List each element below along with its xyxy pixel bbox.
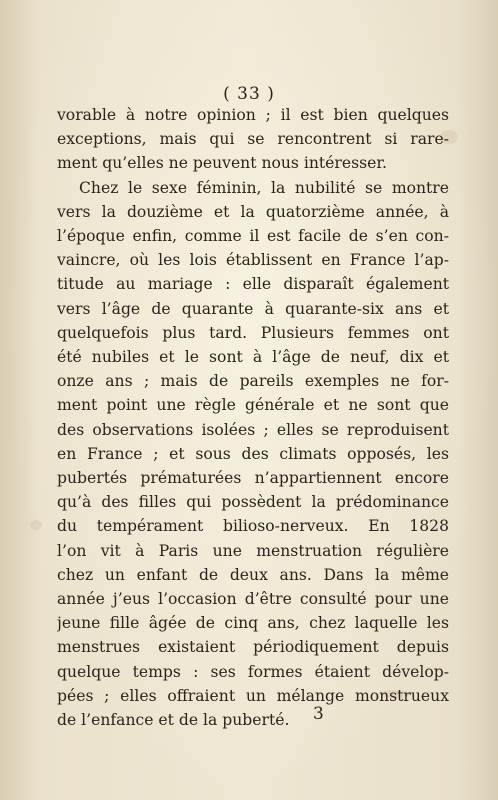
- text-line: chez un enfant de deux ans. Dans la même: [57, 565, 449, 584]
- text-line: pées ; elles offraient un mélange monstrueux: [57, 686, 449, 705]
- text-line: exceptions, mais qui se rencontrent si rare-: [57, 130, 449, 149]
- paper-stain: [30, 520, 42, 530]
- text-line: vers l’âge de quarante à quarante-six ans et: [57, 299, 449, 318]
- text-line: quelquefois plus tard. Plusieurs femmes ont: [57, 323, 449, 342]
- text-line: du tempérament bilioso-nerveux. En 1828: [57, 517, 449, 536]
- text-line: vorable à notre opinion ; il est bien quelques: [57, 106, 449, 124]
- text-line: onze ans ; mais de pareils exemples ne for-: [57, 372, 449, 391]
- text-line: l’époque enfin, comme il est facile de s’en con-: [57, 227, 449, 246]
- text-line: de l’enfance et de la puberté.: [57, 711, 290, 730]
- page-header: ( 33 ): [223, 84, 275, 104]
- text-line: l’on vit à Paris une menstruation régulière: [57, 541, 449, 560]
- text-line: en France ; et sous des climats opposés, les: [57, 444, 449, 463]
- body-text: [57, 103, 449, 732]
- text-line: qu’à des filles qui possèdent la prédominance: [57, 493, 449, 512]
- text-line: menstrues existaient périodiquement depuis: [57, 638, 449, 657]
- text-line: jeune fille âgée de cinq ans, chez laquelle les: [57, 614, 449, 633]
- text-line: pubertés prématurées n’appartiennent encore: [57, 469, 449, 488]
- text-line: ment qu’elles ne peuvent nous intéresser.: [57, 154, 388, 173]
- text-line: titude au mariage : elle disparaît également: [57, 275, 449, 294]
- text-line: des observations isolées ; elles se reproduisent: [57, 420, 449, 439]
- text-line: ment point une règle générale et ne sont que: [57, 396, 449, 415]
- text-line: année j’eus l’occasion d’être consulté pour une: [57, 590, 449, 609]
- text-line: quelque temps : ses formes étaient dévelop-: [57, 662, 449, 681]
- text-line: été nubiles et le sont à l’âge de neuf, dix et: [57, 348, 449, 367]
- text-line: vaincre, où les lois établissent en France l’ap-: [57, 251, 449, 270]
- text-line: vers la douzième et la quatorzième année, à: [57, 202, 449, 221]
- signature-mark: 3: [313, 704, 324, 724]
- text-line: Chez le sexe féminin, la nubilité se montre: [79, 178, 449, 197]
